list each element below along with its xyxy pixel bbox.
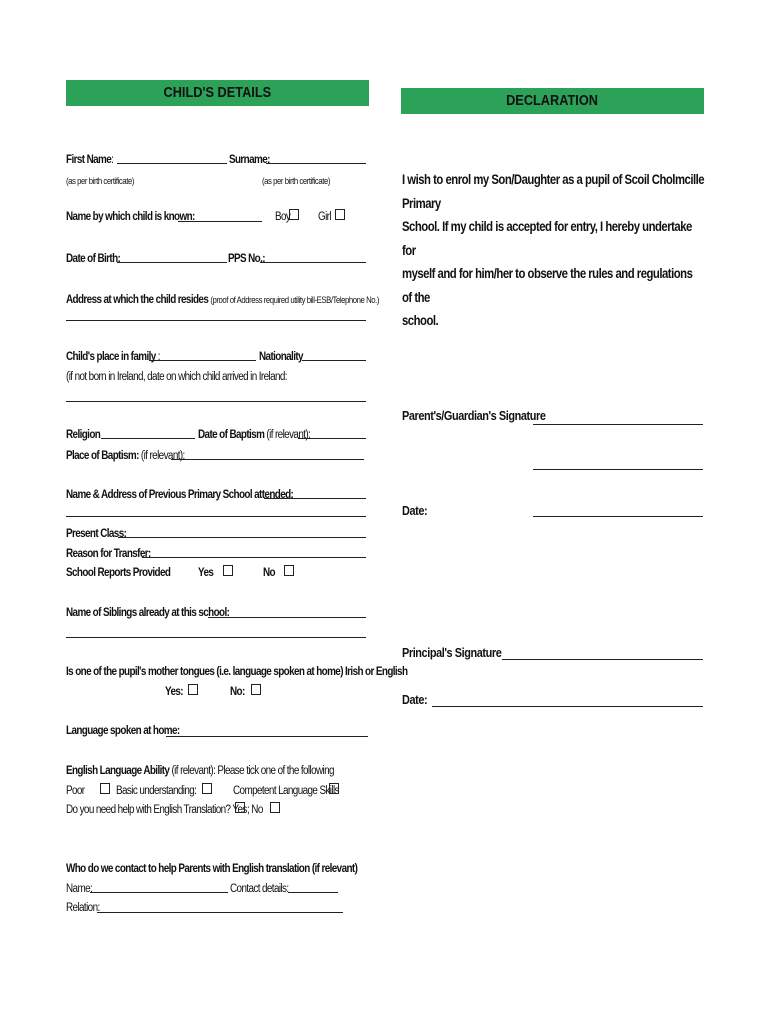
place-in-family-label: Child's place in family : xyxy=(66,351,160,363)
pps-label: PPS No.: xyxy=(228,253,265,265)
principal-signature-field[interactable] xyxy=(502,659,703,660)
declaration-title: DECLARATION xyxy=(506,92,599,109)
baptism-place-label: Place of Baptism: (if relevant): xyxy=(66,450,185,462)
dob-field[interactable] xyxy=(117,262,227,263)
prev-school-label: Name & Address of Previous Primary School attended: xyxy=(66,489,294,501)
contact-name-label: Name: xyxy=(66,883,93,895)
baptism-date-field[interactable] xyxy=(298,438,366,439)
declaration-line: I wish to enrol my Son/Daughter as a pupil of Scoil Cholmcille Primary xyxy=(402,172,705,211)
religion-field[interactable] xyxy=(101,438,195,439)
translation-no-label: ; No xyxy=(247,804,263,816)
address-field[interactable] xyxy=(66,320,366,321)
contact-details-field[interactable] xyxy=(288,892,338,893)
prev-school-field-2[interactable] xyxy=(66,516,366,517)
relation-label: Relation: xyxy=(66,902,100,914)
first-name-row xyxy=(66,150,121,168)
dob-label: Date of Birth: xyxy=(66,253,121,265)
declaration-line: School. If my child is accepted for entry, I hereby undertake for xyxy=(402,219,692,258)
religion-label: Religion xyxy=(66,429,101,441)
girl-label: Girl xyxy=(318,211,331,223)
present-class-field[interactable] xyxy=(118,537,366,538)
declaration-line: myself and for him/her to observe the rules and regulations of the xyxy=(402,266,693,305)
place-in-family-field[interactable] xyxy=(149,360,256,361)
surname-label: Surname: xyxy=(229,154,270,166)
competent-checkbox[interactable] xyxy=(329,783,339,794)
translation-no-checkbox[interactable] xyxy=(270,802,280,813)
reports-no-label: No xyxy=(263,567,275,579)
competent-label: Competent Language Skills xyxy=(233,785,339,797)
present-class-label: Present Class: xyxy=(66,528,127,540)
reports-no-checkbox[interactable] xyxy=(284,565,294,576)
nationality-label: Nationality xyxy=(259,351,303,363)
first-name-label: First Name: xyxy=(66,154,114,166)
parent-signature-field[interactable] xyxy=(533,424,703,425)
prev-school-field-1[interactable] xyxy=(264,498,366,499)
girl-checkbox[interactable] xyxy=(335,209,345,220)
declaration-header xyxy=(401,88,704,114)
address-label: Address at which the child resides (proof of Address required utility bill-ESB/Telephone No.) xyxy=(66,294,380,306)
surname-label-wrap xyxy=(229,150,276,168)
baptism-date-label: Date of Baptism (if relevant): xyxy=(198,429,311,441)
known-name-label: Name by which child is known: xyxy=(66,211,195,223)
reports-label: School Reports Provided xyxy=(66,567,171,579)
contact-name-field[interactable] xyxy=(90,892,228,893)
pps-field[interactable] xyxy=(260,262,366,263)
principal-date-label: Date: xyxy=(402,692,428,707)
relation-field[interactable] xyxy=(97,912,343,913)
basic-label: Basic understanding: xyxy=(116,785,197,797)
boy-label: Boy xyxy=(275,211,291,223)
nationality-field[interactable] xyxy=(302,360,366,361)
childs-details-title: CHILD'S DETAILS xyxy=(163,84,272,101)
childs-details-header xyxy=(66,80,369,106)
not-born-note: (if not born in Ireland, date on which child arrived in Ireland: xyxy=(66,371,287,383)
declaration-line: school. xyxy=(402,313,439,328)
mother-tongue-label: Is one of the pupil's mother tongues (i.e. language spoken at home) Irish or English xyxy=(66,666,408,678)
principal-date-field[interactable] xyxy=(432,706,703,707)
baptism-place-field[interactable] xyxy=(171,459,364,460)
first-name-note: (as per birth certificate) xyxy=(66,176,134,186)
siblings-field-2[interactable] xyxy=(66,637,366,638)
first-name-field[interactable] xyxy=(117,163,227,164)
siblings-label: Name of Siblings already at this school: xyxy=(66,607,230,619)
transfer-reason-label: Reason for Transfer: xyxy=(66,548,151,560)
surname-note: (as per birth certificate) xyxy=(262,176,330,186)
mother-tongue-yes-label: Yes: xyxy=(165,686,183,698)
translation-yes-checkbox[interactable] xyxy=(235,802,245,813)
english-ability-label: English Language Ability (if relevant): Please tick one of the following xyxy=(66,765,334,777)
basic-checkbox[interactable] xyxy=(202,783,212,794)
known-name-field[interactable] xyxy=(178,221,262,222)
parent-date-label: Date: xyxy=(402,503,428,518)
declaration-text xyxy=(402,168,704,333)
mother-tongue-no-label: No: xyxy=(230,686,245,698)
arrival-date-field[interactable] xyxy=(66,401,366,402)
poor-label: Poor xyxy=(66,785,85,797)
boy-checkbox[interactable] xyxy=(289,209,299,220)
parent-signature-label: Parent's/Guardian's Signature xyxy=(402,408,546,423)
reports-yes-label: Yes xyxy=(198,567,214,579)
surname-field[interactable] xyxy=(266,163,366,164)
mother-tongue-no-checkbox[interactable] xyxy=(251,684,261,695)
parent-date-field[interactable] xyxy=(533,516,703,517)
transfer-reason-field[interactable] xyxy=(142,557,366,558)
reports-yes-checkbox[interactable] xyxy=(223,565,233,576)
siblings-field-1[interactable] xyxy=(208,617,366,618)
poor-checkbox[interactable] xyxy=(100,783,110,794)
language-home-field[interactable] xyxy=(166,736,368,737)
translation-help-label: Do you need help with English Translation? Yes xyxy=(66,804,247,816)
principal-signature-label: Principal's Signature xyxy=(402,645,502,660)
contact-details-label: Contact details: xyxy=(230,883,289,895)
language-home-label: Language spoken at home: xyxy=(66,725,180,737)
contact-label: Who do we contact to help Parents with English translation (if relevant) xyxy=(66,863,358,875)
parent-signature-field-2[interactable] xyxy=(533,469,703,470)
mother-tongue-yes-checkbox[interactable] xyxy=(188,684,198,695)
